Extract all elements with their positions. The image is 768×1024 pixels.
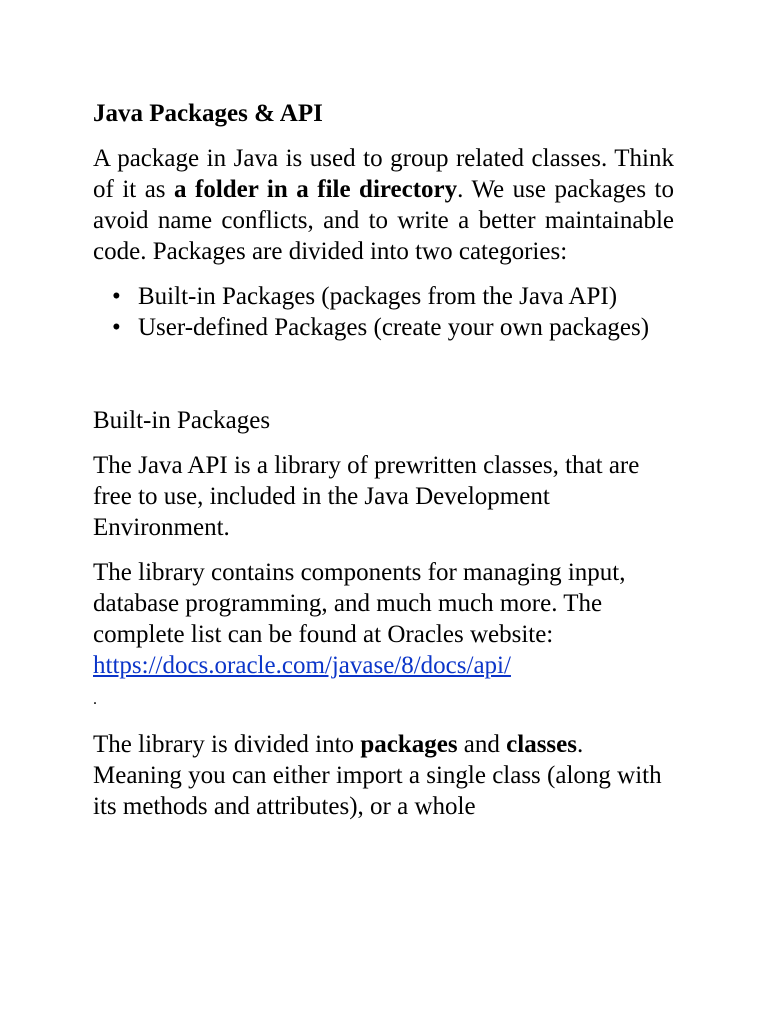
packages-bold: packages	[360, 731, 458, 758]
oracle-docs-link[interactable]: https://docs.oracle.com/javase/8/docs/api/	[93, 652, 511, 679]
divided-paragraph	[93, 729, 674, 822]
intro-text-end: . We use packages to avoid name conflicts, and to write a better maintainable code. Packages are divided into two categories:	[93, 176, 674, 265]
classes-bold: classes	[506, 731, 577, 758]
package-categories-list	[93, 281, 674, 343]
library-period: .	[93, 691, 97, 708]
document-page	[93, 98, 674, 836]
page-title: Java Packages & API	[93, 100, 323, 127]
divided-text-end: . Meaning you can either import a single class (along with its methods and attributes), or a whole	[93, 731, 662, 820]
list-item: • User-defined Packages (create your own packages)	[138, 312, 674, 343]
api-paragraph: The Java API is a library of prewritten classes, that are free to use, included in the Java Development Environment.	[93, 452, 640, 541]
builtin-packages-heading: Built-in Packages	[93, 407, 271, 434]
intro-paragraph	[93, 143, 674, 267]
divided-text-mid: and	[457, 731, 507, 758]
divided-text-start: The library is divided into	[93, 731, 361, 758]
intro-bold-text: a folder in a file directory	[174, 176, 458, 203]
library-text: The library contains components for managing input, database programming, and much much more. The complete list can be found at Oracles website:	[93, 559, 626, 648]
list-item: • Built-in Packages (packages from the Java API)	[138, 281, 674, 312]
section-spacer	[93, 343, 674, 405]
intro-text-start: A package in Java is used to group related classes. Think of it as	[93, 145, 674, 203]
library-paragraph	[93, 557, 674, 715]
